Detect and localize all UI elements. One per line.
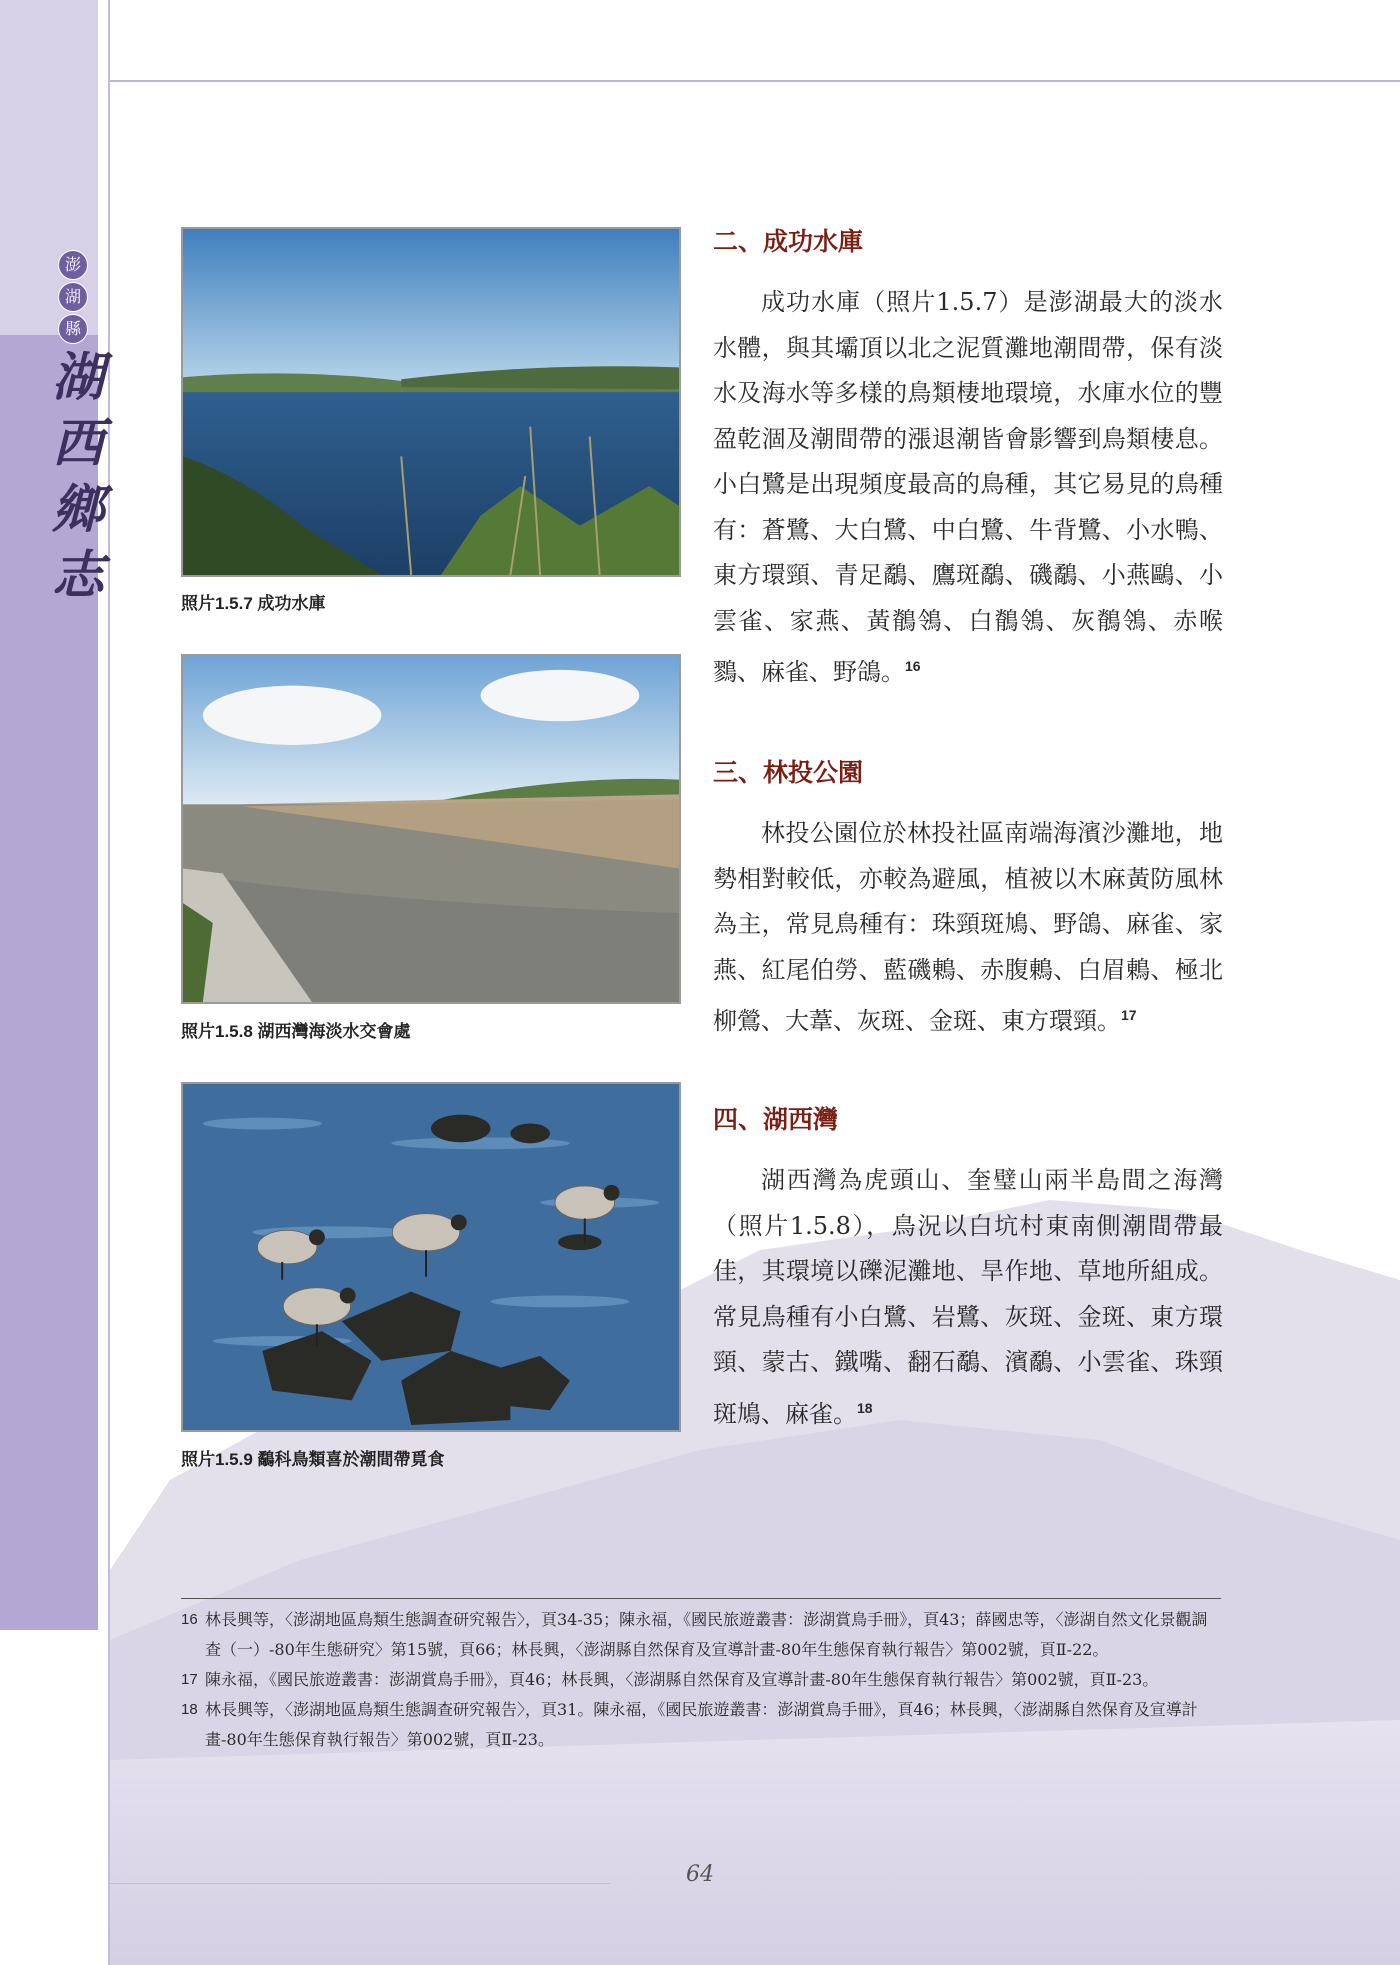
- section-body-text: 林投公園位於林投社區南端海濱沙灘地，地勢相對較低，亦較為避風，植被以木麻黃防風林為主，常見鳥種有：珠頸斑鳩、野鴿、麻雀、家燕、紅尾伯勞、藍磯鶇、赤腹鶇、白眉鶇、極北柳鶯、大葦、灰斑、金斑、東方環頸。: [713, 819, 1223, 1035]
- section-body-text: 湖西灣為虎頭山、奎璧山兩半島間之海灣（照片1.5.8），鳥況以白坑村東南側潮間帶最佳，其環境以礫泥灘地、旱作地、草地所組成。常見鳥種有小白鷺、岩鷺、灰斑、金斑、東方環頸、蒙古、鐵嘴、翻石鷸、濱鷸、小雲雀、珠頸斑鳩、麻雀。: [713, 1166, 1223, 1428]
- section-body: [713, 1158, 1223, 1437]
- footnote-number: 16: [181, 1611, 198, 1628]
- book-title-char: 志: [51, 545, 104, 606]
- footnote-ref[interactable]: 16: [905, 658, 921, 674]
- county-char: 湖: [58, 282, 88, 312]
- footnote-item: [181, 1665, 1223, 1695]
- photo-caption: 照片1.5.8 湖西灣海淡水交會處: [181, 1022, 411, 1041]
- section-body: [713, 280, 1223, 696]
- vertical-rule: [108, 0, 110, 1965]
- shorebirds-photo: [181, 1082, 681, 1432]
- footer-rule: [110, 1883, 610, 1884]
- book-title-char: 湖: [51, 347, 104, 408]
- footnote-ref[interactable]: 17: [1121, 1007, 1137, 1023]
- footnote-text: 林長興等，〈澎湖地區鳥類生態調查研究報告〉，頁34-35；陳永福，《國民旅遊叢書：澎湖賞鳥手冊》，頁43；薛國忠等，〈澎湖自然文化景觀調查（一）-80年生態研究〉第15號，頁66；林長興，〈澎湖縣自然保育及宣導計畫-80年生態保育執行報告〉第002號，頁Ⅱ-22。: [205, 1610, 1208, 1659]
- section-body: [713, 811, 1223, 1045]
- footnote-item: [181, 1605, 1223, 1665]
- section-body-text: 成功水庫（照片1.5.7）是澎湖最大的淡水水體，與其壩頂以北之泥質灘地潮間帶，保有淡水及海水等多樣的鳥類棲地環境，水庫水位的豐盈乾涸及潮間帶的漲退潮皆會影響到鳥類棲息。小白鷺是出現頻度最高的鳥種，其它易見的鳥種有：蒼鷺、大白鷺、中白鷺、牛背鷺、小水鴨、東方環頸、青足鷸、鷹斑鷸、磯鷸、小燕鷗、小雲雀、家燕、黃鶺鴒、白鶺鴒、灰鶺鴒、赤喉鷚、麻雀、野鴿。: [713, 288, 1223, 686]
- footnote-ref[interactable]: 18: [857, 1399, 873, 1416]
- header-rule: [110, 80, 1400, 82]
- county-char: 澎: [58, 250, 88, 280]
- section-heading: 四、湖西灣: [713, 1105, 839, 1134]
- section-heading: 二、成功水庫: [713, 227, 864, 256]
- book-title-char: 西: [51, 413, 104, 474]
- section-chenggong-reservoir: [713, 222, 1223, 696]
- photo-caption: 照片1.5.9 鷸科鳥類喜於潮間帶覓食: [181, 1450, 445, 1469]
- footnote-text: 陳永福，《國民旅遊叢書：澎湖賞鳥手冊》，頁46；林長興，〈澎湖縣自然保育及宣導計畫-80年生態保育執行報告〉第002號，頁Ⅱ-23。: [205, 1670, 1159, 1689]
- county-seal: [58, 250, 92, 346]
- page-number: 64: [686, 1862, 714, 1887]
- reservoir-photo: [181, 227, 681, 577]
- section-heading: 三、林投公園: [713, 758, 864, 787]
- footnote-number: 18: [181, 1701, 198, 1718]
- footnote-item: [181, 1695, 1223, 1755]
- footnote-number: 17: [181, 1671, 198, 1688]
- footnote-rule: [181, 1598, 1221, 1599]
- photo-caption: 照片1.5.7 成功水庫: [181, 594, 326, 613]
- book-title: [48, 345, 108, 609]
- bay-photo: [181, 654, 681, 1004]
- footnote-text: 林長興等，〈澎湖地區鳥類生態調查研究報告〉，頁31。陳永福，《國民旅遊叢書：澎湖賞鳥手冊》，頁46；林長興，〈澎湖縣自然保育及宣導計畫-80年生態保育執行報告〉第002號，頁Ⅱ-23。: [205, 1700, 1198, 1749]
- footnotes: [181, 1605, 1223, 1755]
- county-char: 縣: [58, 314, 88, 344]
- section-huxi-bay: [713, 1100, 1223, 1437]
- section-lintou-park: [713, 753, 1223, 1045]
- book-title-char: 鄉: [51, 479, 104, 540]
